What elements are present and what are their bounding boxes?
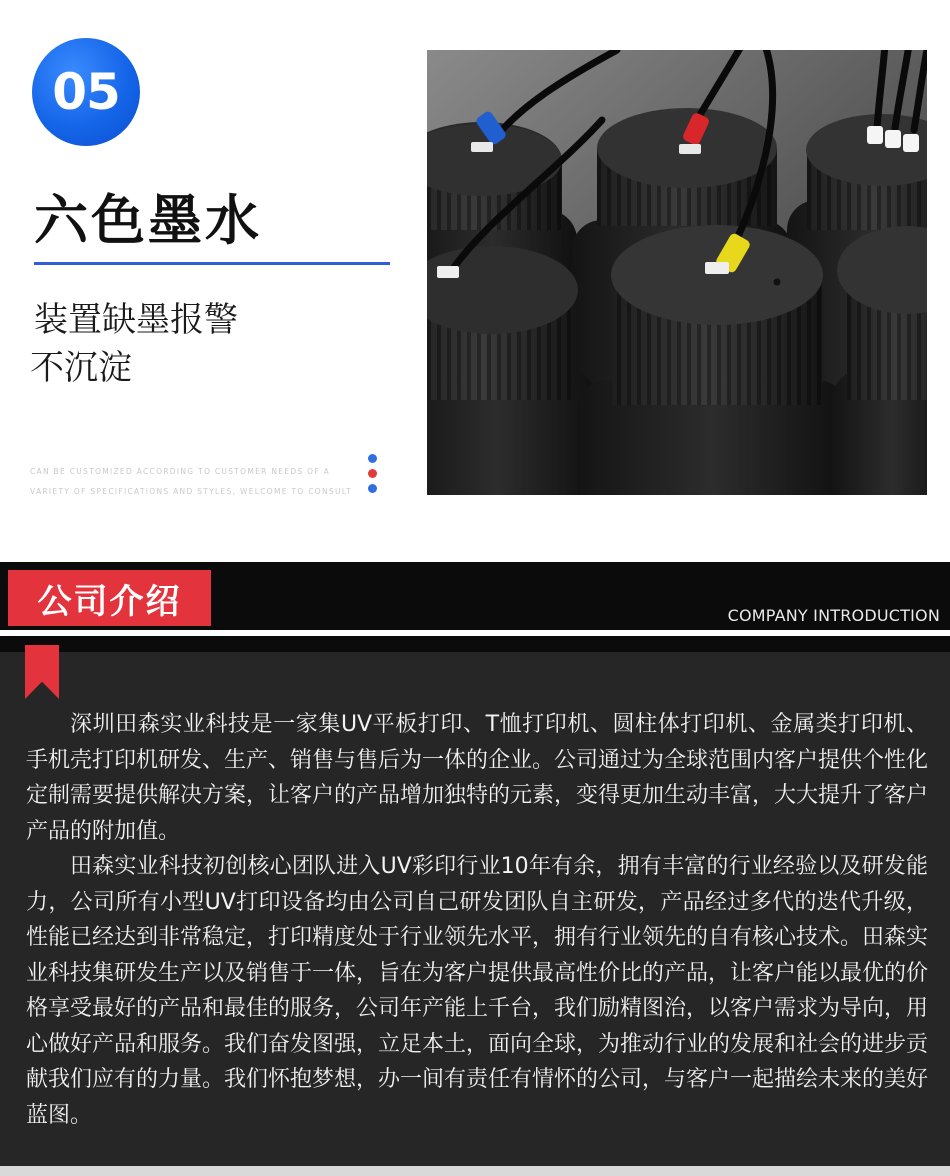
fine-print [30,462,352,502]
title-underline [34,262,390,265]
feature-title: 六色墨水 [34,189,262,252]
feature-description [30,296,238,392]
intro-title-box [8,570,211,626]
decorative-dots [368,454,380,499]
intro-body [26,707,928,1133]
feature-number: 05 [52,63,120,121]
ink-bottles-photo [427,50,927,495]
intro-paragraph-2: 田森实业科技初创核心团队进入UV彩印行业10年有余，拥有丰富的行业经验以及研发能力，公司所有小型UV打印设备均由公司自己研发团队自主研发，产品经过多代的迭代升级，性能已经达到非常稳定，打印精度处于行业领先水平，拥有行业领先的自有核心技术。田森实业科技集研发生产以及销售于一体，旨在为客户提供最高性价比的产品，让客户能以最优的价格享受最好的产品和最佳的服务，公司年产能上千台，我们励精图治，以客户需求为导向，用心做好产品和服务。我们奋发图强，立足本土，面向全球，为推动行业的发展和社会的进步贡献我们应有的力量。我们怀抱梦想，办一间有责任有情怀的公司，与客户一起描绘未来的美好蓝图。 [26,854,929,1128]
feature-desc-line-1: 装置缺墨报警 [34,300,238,340]
fine-print-line-1: CAN BE CUSTOMIZED ACCORDING TO CUSTOMER NEEDS OF A [30,467,331,476]
bottle-front-left [427,246,597,495]
intro-paragraph-1: 深圳田森实业科技是一家集UV平板打印、T恤打印机、圆柱体打印机、金属类打印机、手机壳打印机研发、生产、销售与售后为一体的企业。公司通过为全球范围内客户提供个性化定制需要提供解决方案，让客户的产品增加独特的元素，变得更加生动丰富，大大提升了客户产品的附加值。 [26,712,929,844]
intro-subtitle: COMPANY INTRODUCTION [727,606,940,625]
header-divider [0,630,950,636]
feature-desc-line-2: 不沉淀 [30,348,132,388]
ink-bottles-illustration [427,50,927,495]
dot-3 [368,484,377,493]
dot-1 [368,454,377,463]
dot-2 [368,469,377,478]
bottom-border [0,1166,950,1176]
number-badge [32,38,140,146]
fine-print-line-2: VARIETY OF SPECIFICATIONS AND STYLES, WELCOME TO CONSULT [30,487,353,496]
intro-title: 公司介绍 [37,581,182,622]
